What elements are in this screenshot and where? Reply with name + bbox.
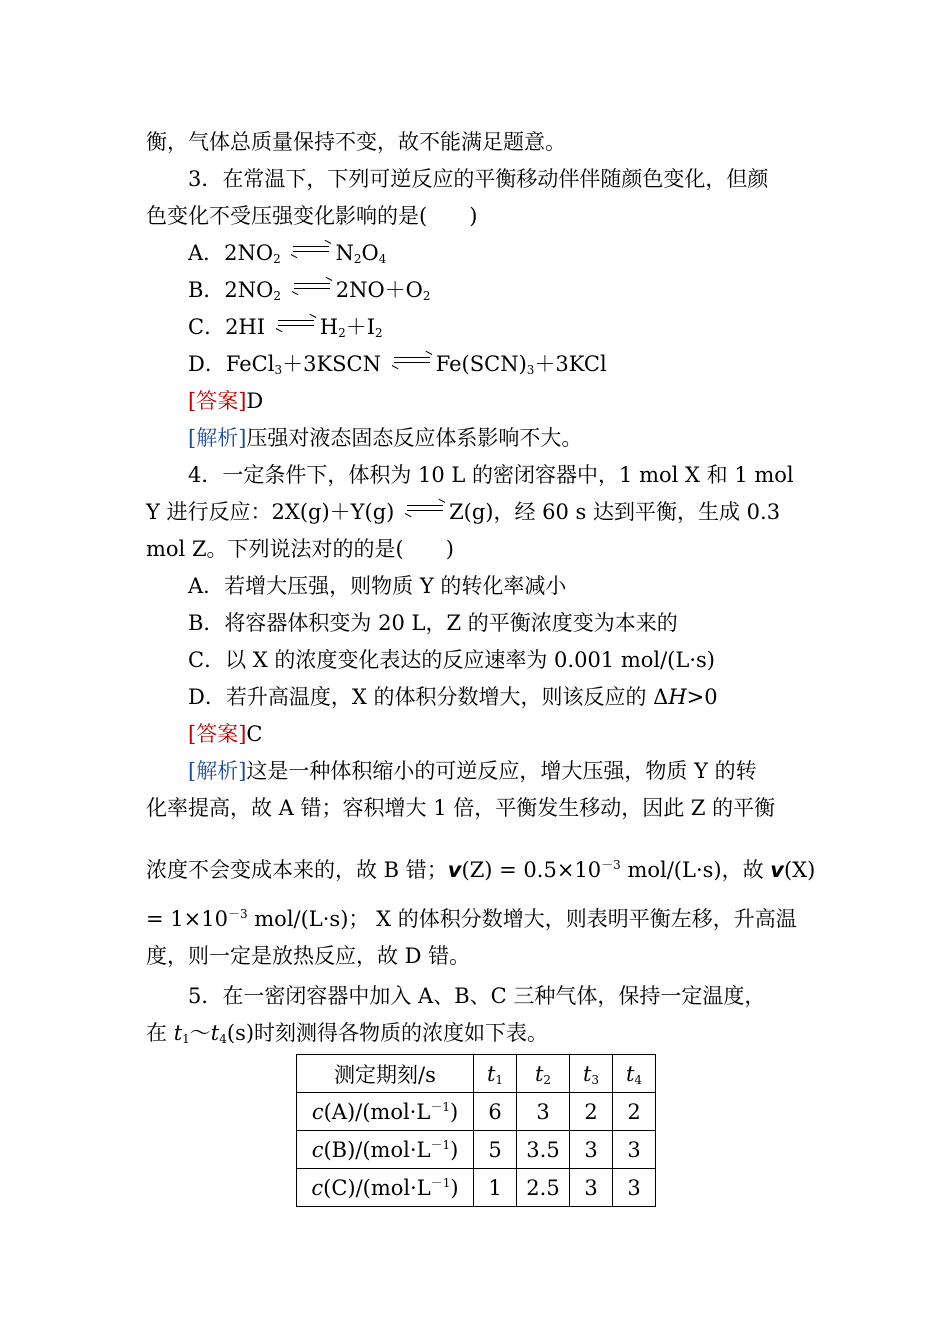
table-row-label: $c(A)/(mol\cdot L^{-1})$ [297, 1093, 474, 1131]
table-header-cell: $t_1$ [474, 1055, 517, 1093]
q4-analysis-line3-a: 浓度不会变成本来的，故 B 错； [146, 858, 448, 882]
q4-analysis-line2: 化率提高，故 A 错；容积增大 1 倍，平衡发生移动，因此 Z 的平衡 [146, 796, 776, 820]
table-cell: 2 [570, 1093, 613, 1131]
table-cell: 3 [613, 1131, 656, 1169]
table-cell: 3.5 [517, 1131, 570, 1169]
t-symbol: t [210, 1021, 220, 1045]
table-row [297, 1093, 656, 1131]
q4-stem-line1: 4．一定条件下，体积为 10 L 的密闭容器中，1 mol X 和 1 mol [188, 463, 794, 487]
table-cell: 2 [613, 1093, 656, 1131]
q3-option-b-rhs: 2NO＋O [335, 278, 423, 302]
q4-analysis-line3-d: (X) [783, 858, 816, 882]
table-header-row [297, 1055, 656, 1093]
q4-option-d-text: D．若升高温度，X 的体积分数增大，则该反应的 Δ [188, 685, 669, 709]
table-cell: 1 [474, 1169, 517, 1207]
table-header-cell: $t_3$ [570, 1055, 613, 1093]
exponent: －3 [601, 858, 621, 872]
q3-option-c: C．2HI $H_2+I_2$ [188, 315, 383, 340]
table-cell: 2.5 [517, 1169, 570, 1207]
q3-answer-value: D [246, 389, 264, 413]
q4-stem-line2 [146, 498, 780, 526]
answer-tag: [答案] [188, 722, 247, 746]
q3-answer [188, 387, 263, 415]
table-row-label: $c(C)/(mol\cdot L^{-1})$ [297, 1169, 474, 1207]
q3-option-d-rhs2: ＋3KCl [534, 352, 607, 376]
table-cell: 3 [570, 1131, 613, 1169]
table-cell: 3 [517, 1093, 570, 1131]
q4-analysis-line4 [146, 905, 797, 933]
analysis-tag: [解析] [188, 759, 247, 783]
table-cell: 3 [570, 1169, 613, 1207]
answer-tag: [答案] [188, 389, 247, 413]
equilibrium-arrow-icon [274, 317, 318, 331]
subscript: 4 [219, 1032, 227, 1046]
table-row [297, 1131, 656, 1169]
q4-option-c: C．以 X 的浓度变化表达的反应速率为 0.001 mol/(L·s) [188, 648, 715, 672]
q4-option-b: B．将容器体积变为 20 L，Z 的平衡浓度变为本来的 [188, 611, 678, 635]
q5-stem-line2 [146, 1019, 548, 1047]
table-header-cell: 测定期刻/s [297, 1055, 474, 1093]
q4-option-d-h: H [668, 685, 687, 709]
equilibrium-arrow-icon [403, 502, 447, 516]
q4-stem-line3: mol Z。下列说法对的的是( ) [146, 537, 454, 561]
q3-option-a: A．$2NO_2$ $N_2O_4$ [188, 241, 387, 266]
subscript: 1 [182, 1032, 190, 1046]
q3-analysis-text: 压强对液态固态反应体系影响不大。 [246, 426, 583, 450]
q4-analysis-line4-a: = 1×10 [146, 907, 228, 931]
q5-stem-line1: 5．在一密闭容器中加入 A、B、C 三种气体，保持一定温度， [188, 984, 766, 1008]
q3-option-b-lhs: B．2NO [188, 278, 274, 302]
q3-option-d-rhs: Fe(SCN) [435, 352, 527, 376]
q3-option-c-rhs: H [319, 315, 339, 339]
q4-analysis-line1 [188, 757, 757, 785]
q3-option-b: B．$2NO_2$ $2NO+O_2$ [188, 278, 431, 303]
q5-stem-line2-c: (s)时刻测得各物质的浓度如下表。 [226, 1021, 549, 1045]
q3-option-d-mid: ＋3KSCN [282, 352, 382, 376]
q5-stem-line2-a: 在 [146, 1021, 174, 1045]
q4-analysis-line3 [146, 856, 815, 884]
table-cell: 5 [474, 1131, 517, 1169]
q3-option-a-lhs: A．2NO [188, 241, 274, 265]
table-row [297, 1169, 656, 1207]
analysis-tag: [解析] [188, 426, 247, 450]
q4-analysis-line3-c: mol/(L·s)，故 [620, 858, 771, 882]
q4-option-d-end: >0 [686, 685, 718, 709]
q3-option-d-lhs: D．FeCl [188, 352, 275, 376]
concentration-table [296, 1054, 656, 1207]
q5-stem-line2-b: ～ [189, 1021, 211, 1045]
equilibrium-arrow-icon [289, 243, 333, 257]
equilibrium-arrow-icon [290, 280, 334, 294]
table-row-label: $c(B)/(mol\cdot L^{-1})$ [297, 1131, 474, 1169]
velocity-symbol: v [447, 858, 462, 882]
t-symbol: t [173, 1021, 183, 1045]
q3-option-c-rhs2: ＋I [345, 315, 375, 339]
intro-line: 衡，气体总质量保持不变，故不能满足题意。 [146, 130, 566, 154]
table-header-cell: $t_2$ [517, 1055, 570, 1093]
exponent: －3 [227, 907, 248, 921]
q4-stem-line2-b: Z(g)，经 60 s 达到平衡，生成 0.3 [449, 500, 781, 524]
equilibrium-arrow-icon [390, 354, 434, 368]
q4-option-d [188, 683, 718, 711]
q4-analysis-line5: 度，则一定是放热反应，故 D 错。 [146, 944, 471, 968]
velocity-symbol: v [770, 858, 784, 882]
q4-option-a: A．若增大压强，则物质 Y 的转化率减小 [188, 574, 567, 598]
table-cell: 3 [613, 1169, 656, 1207]
q3-option-d: D．FeCl$_3$＋3KSCN $Fe(SCN)_3+3KCl$ [188, 352, 607, 377]
table-cell: 6 [474, 1093, 517, 1131]
table-header-cell: $t_4$ [613, 1055, 656, 1093]
q3-stem-line1: 3．在常温下，下列可逆反应的平衡移动伴伴随颜色变化，但颜 [188, 167, 769, 191]
q4-answer [188, 720, 262, 748]
q4-analysis-text1: 这是一种体积缩小的可逆反应，增大压强，物质 Y 的转 [246, 759, 757, 783]
q3-option-a-rhs: N [335, 241, 354, 265]
q3-option-c-lhs: C．2HI [188, 315, 266, 339]
q3-analysis [188, 424, 582, 452]
q4-stem-line2-a: Y 进行反应：2X(g)＋Y(g) [146, 500, 395, 524]
q4-analysis-line3-b: (Z) = 0.5×10 [461, 858, 602, 882]
q3-stem-line2: 色变化不受压强变化影响的是( ) [146, 204, 478, 228]
q4-answer-value: C [246, 722, 263, 746]
q4-analysis-line4-b: mol/(L·s)； X 的体积分数增大，则表明平衡左移，升高温 [247, 907, 797, 931]
